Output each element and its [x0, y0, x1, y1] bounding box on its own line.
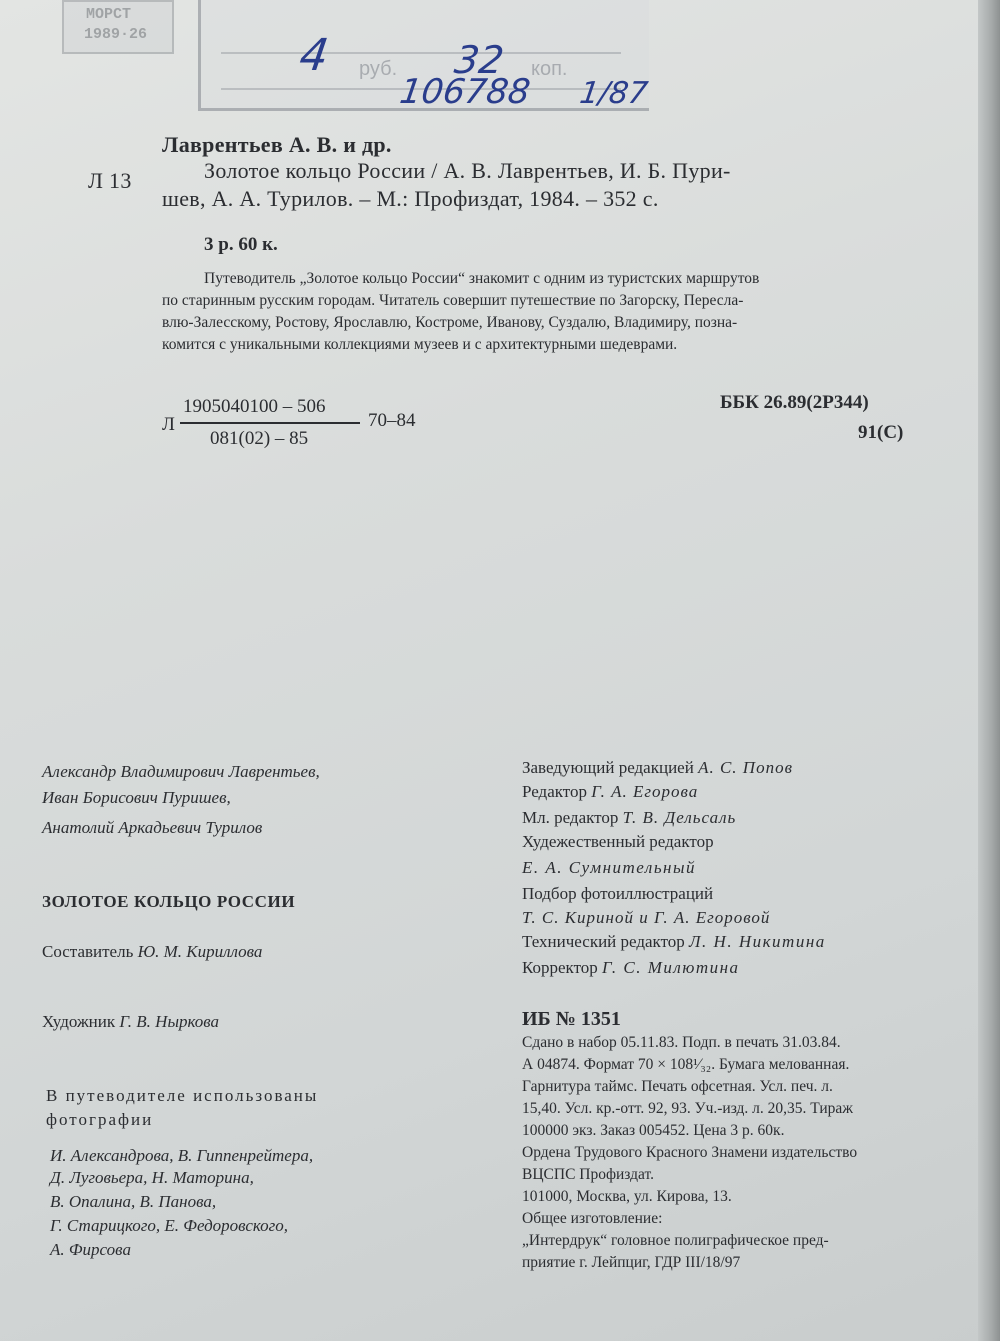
index-suffix: 70–84 — [368, 410, 416, 431]
artist-label: Художник — [42, 1012, 116, 1031]
imprint-line: ВЦСПС Профиздат. — [522, 1166, 654, 1183]
staff-line — [522, 858, 696, 878]
staff-name: Е. А. Сумнительный — [522, 858, 697, 877]
staff-line — [522, 932, 826, 952]
catalog-code: Л 13 — [88, 168, 132, 193]
book-spine-edge — [978, 0, 1000, 1341]
compiler — [42, 942, 262, 962]
staff-line — [522, 758, 793, 778]
staff-name: Т. С. Кириной и Г. А. Егоровой — [522, 908, 771, 927]
annotation-line: комится с уникальными коллекциями музеев и с архитектурными шедеврами. — [162, 336, 678, 353]
imprint-line: Гарнитура таймс. Печать офсетная. Усл. печ. л. — [522, 1078, 833, 1095]
photographer-line: Д. Луговьера, Н. Маторина, — [50, 1168, 254, 1187]
staff-role: Редактор — [522, 782, 587, 801]
imprint-line: 15,40. Усл. кр.-отт. 92, 93. Уч.-изд. л. 20,35. Тираж — [522, 1100, 854, 1117]
imprint-line: Сдано в набор 05.11.83. Подп. в печать 31.03.84. — [522, 1034, 841, 1051]
photographer-line: В. Опалина, В. Панова, — [50, 1192, 217, 1211]
index-denominator: 081(02) – 85 — [210, 428, 309, 449]
staff-line — [522, 782, 698, 802]
handwritten-number: 4 — [296, 30, 332, 81]
staff-name: Г. А. Егорова — [591, 782, 699, 801]
author-heading: Лаврентьев А. В. и др. — [162, 132, 392, 157]
handwritten-number: 1/87 — [577, 76, 650, 111]
annotation-line: влю-Залесскому, Ростову, Ярославлю, Костроме, Иванову, Суздалю, Владимиру, позна- — [162, 314, 738, 331]
annotation-line: Путеводитель „Золотое кольцо России“ знакомит с одним из туристских маршрутов — [204, 270, 760, 287]
staff-name: Г. С. Милютина — [602, 958, 740, 977]
staff-name: Л. Н. Никитина — [689, 932, 826, 951]
stamp-rule — [221, 52, 621, 54]
staff-line — [522, 808, 736, 828]
staff-role: Технический редактор — [522, 932, 685, 951]
imprint-line: Ордена Трудового Красного Знамени издательство — [522, 1144, 858, 1161]
old-stamp-line2: 1989·26 — [84, 26, 148, 43]
staff-role: Мл. редактор — [522, 808, 619, 827]
compiler-label: Составитель — [42, 942, 134, 961]
author-full-name: Иван Борисович Пуришев, — [42, 788, 231, 807]
index-letter: Л — [162, 414, 175, 435]
stamp-label-rub: руб. — [359, 58, 398, 80]
old-stamp-line1: МОРСТ — [86, 6, 132, 23]
author-full-name: Анатолий Аркадьевич Турилов — [42, 818, 263, 837]
imprint-line: Общее изготовление: — [522, 1210, 663, 1227]
photos-heading: В путеводителе использованы — [46, 1086, 319, 1105]
book-title: ЗОЛОТОЕ КОЛЬЦО РОССИИ — [42, 892, 296, 911]
fraction-bar — [180, 422, 360, 424]
imprint-line: А 04874. Формат 70 × 108¹⁄₃₂. Бумага мелованная. — [522, 1056, 850, 1073]
title-line-1: Золотое кольцо России / А. В. Лаврентьев, И. Б. Пури- — [204, 158, 731, 183]
imprint-line: приятие г. Лейпциг, ГДР III/18/97 — [522, 1254, 741, 1271]
imprint-line: 101000, Москва, ул. Кирова, 13. — [522, 1188, 732, 1205]
title-line-2: шев, А. А. Турилов. – М.: Профиздат, 1984. – 352 с. — [162, 186, 659, 211]
price: 3 р. 60 к. — [204, 234, 278, 255]
photos-heading-2: фотографии — [46, 1110, 154, 1129]
artist — [42, 1012, 219, 1032]
staff-line — [522, 832, 714, 852]
staff-role: Худежественный редактор — [522, 832, 714, 851]
handwritten-inventory-number: 106788 — [397, 72, 533, 112]
imprint-line: „Интердрук“ головное полиграфическое пред- — [522, 1232, 829, 1249]
library-stamp-old — [62, 0, 174, 54]
stamp-label-kop: коп. — [531, 58, 568, 80]
photographer-line: Г. Старицкого, Е. Федоровского, — [50, 1216, 289, 1235]
index-numerator: 1905040100 – 506 — [183, 396, 326, 417]
staff-name: Т. В. Дельсаль — [622, 808, 737, 827]
bbk-code: ББК 26.89(2Р344) — [720, 392, 869, 413]
staff-name: А. С. Попов — [698, 758, 793, 777]
staff-line — [522, 908, 770, 928]
staff-line — [522, 884, 713, 904]
bbk-code-2: 91(С) — [858, 422, 904, 443]
photographer-line: А. Фирсова — [50, 1240, 131, 1259]
staff-line — [522, 958, 740, 978]
ib-number: ИБ № 1351 — [522, 1008, 621, 1030]
compiler-name: Ю. М. Кириллова — [137, 942, 263, 961]
artist-name: Г. В. Ныркова — [119, 1012, 220, 1031]
staff-role: Корректор — [522, 958, 598, 977]
staff-role: Подбор фотоиллюстраций — [522, 884, 714, 903]
annotation-line: по старинным русским городам. Читатель совершит путешествие по Загорску, Пересла- — [162, 292, 744, 309]
author-full-name: Александр Владимирович Лаврентьев, — [42, 762, 320, 781]
staff-role: Заведующий редакцией — [522, 758, 694, 777]
photographer-line: И. Александрова, В. Гиппенрейтера, — [50, 1146, 314, 1165]
imprint-line: 100000 экз. Заказ 005452. Цена 3 р. 60к. — [522, 1122, 785, 1139]
handwritten-number: 32 — [451, 38, 507, 82]
